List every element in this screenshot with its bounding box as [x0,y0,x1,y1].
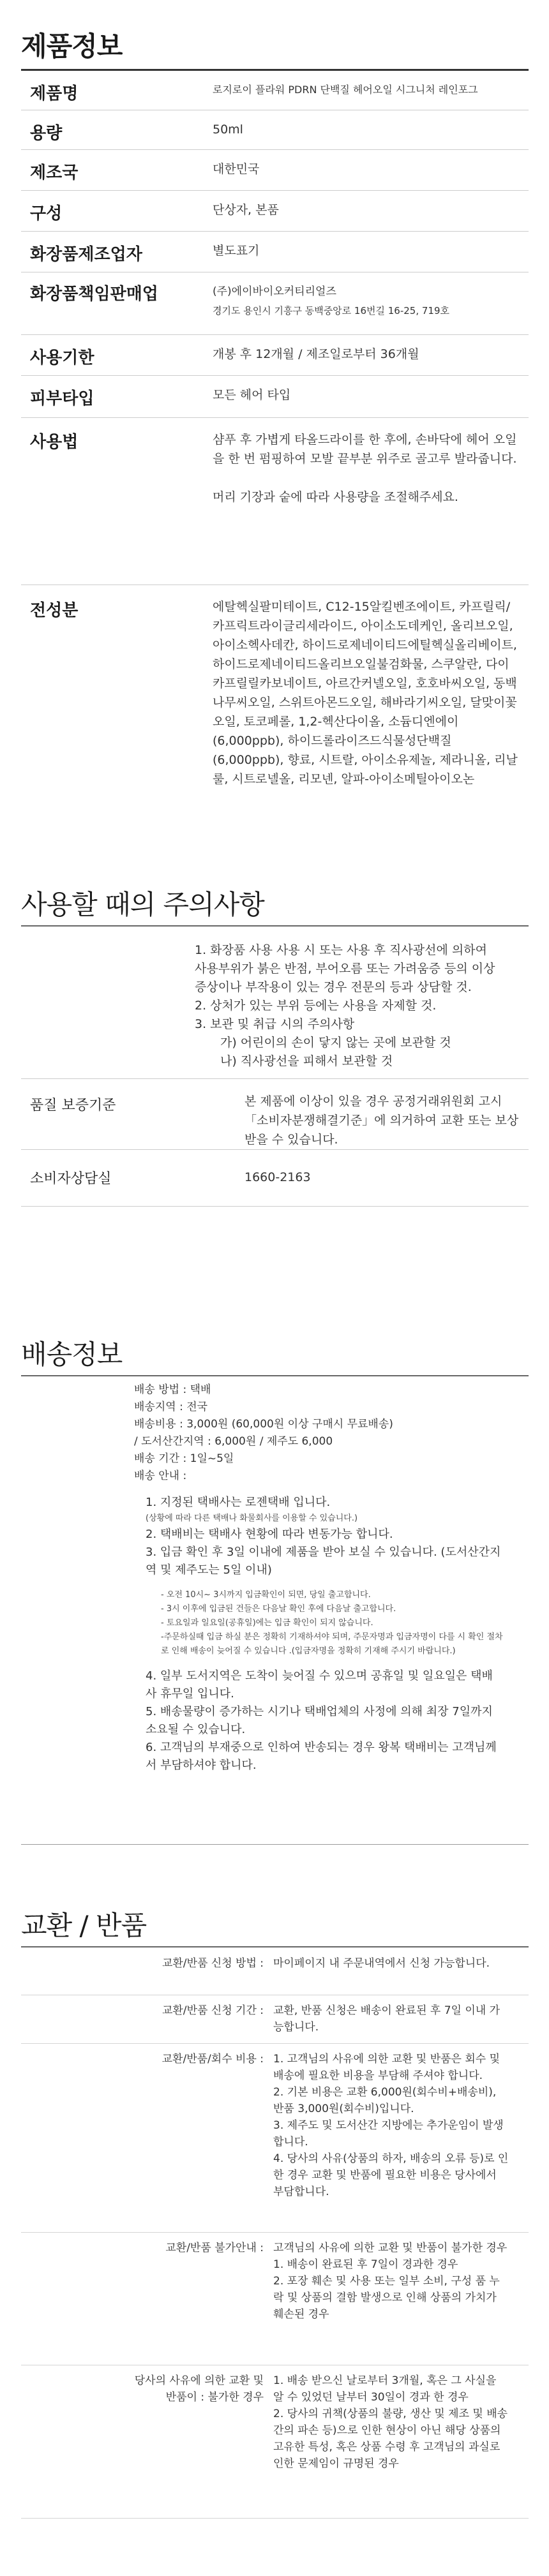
info-key: 구성 [30,204,63,223]
info-value-line: 경기도 용인시 기흥구 동백중앙로 16번길 16-25, 719호 [213,305,450,316]
spacer [146,1579,503,1588]
info-value [213,345,519,364]
exchange-value-line: 교환, 반품 신청은 배송이 완료된 후 7일 이내 가능합니다. [273,2004,500,2034]
exchange-title: 교환 / 반품 [21,1910,147,1941]
info-value [213,282,519,320]
divider [21,925,529,927]
guide-item: 5. 배송물량이 증가하는 시기나 택배업체의 사정에 의해 최장 7일까지 소요될 수 있습니다. [146,1705,493,1736]
info-key: 화장품제조업자 [30,245,142,264]
quality-value [244,1092,525,1149]
guide-item: 6. 고객님의 부재중으로 인하여 반송되는 경우 왕복 택배비는 고객님께서 부담하셔야 합니다. [146,1741,497,1772]
quality-row [21,1078,529,1150]
info-value-line: 모든 헤어 타입 [213,388,291,402]
shipping-guide [134,1494,503,1775]
info-key: 피부타입 [30,389,94,408]
product-info-section [0,0,549,865]
exchange-value-line: 고객님의 사유에 의한 교환 및 반품이 불가한 경우 [273,2242,508,2254]
info-value [213,597,519,789]
info-value-line: (주)에이바이오커티리얼즈 [213,285,336,298]
divider [21,1375,529,1376]
consult-row [21,1149,529,1207]
exchange-value [273,2372,509,2472]
guide-note: (상황에 따라 다른 택배나 화물회사를 이용할 수 있습니다.) [146,1514,358,1523]
info-row-product-name [21,70,529,110]
shipping-title: 배송정보 [21,1339,123,1370]
exchange-value-line: 1. 배송 받으신 날로부터 3개월, 혹은 그 사실을 알 수 있었던 날부터 30일이 경과 한 경우 [273,2374,497,2404]
shipping-line: 배송지역 : 전국 [134,1401,208,1413]
divider [21,1844,529,1845]
product-info-title: 제품정보 [21,31,123,62]
info-value [213,160,519,179]
info-value [213,200,519,220]
quality-key: 품질 보증기준 [30,1098,116,1113]
exchange-value-line: 마이페이지 내 주문내역에서 신청 가능합니다. [273,1957,490,1970]
shipping-line: 배송 안내 : [134,1470,187,1482]
exchange-value-line: 1. 고객님의 사유에 의한 교환 및 반품은 회수 및 배송에 필요한 비용을 부담해 주셔야 합니다. [273,2053,500,2082]
shipping-line: 배송 방법 : 택배 [134,1383,211,1396]
info-value [213,241,519,260]
exchange-value-line: 2. 포장 훼손 및 사용 또는 일부 소비, 구성 품 누락 및 상품의 결함 발생으로 인해 상품의 가치가 훼손된 경우 [273,2275,500,2321]
info-key: 용량 [30,124,63,143]
exchange-key [135,2372,264,2406]
info-key: 제조국 [30,163,79,182]
spacer [134,1485,517,1494]
exchange-value [273,2051,509,2200]
spacer [146,1658,503,1667]
exchange-row-cost [21,2043,529,2233]
exchange-row-unavailable [21,2232,529,2365]
info-row-country [21,149,529,191]
info-value [213,80,519,100]
caution-sub-item: 나) 직사광선을 피해서 보관할 것 [220,1054,393,1068]
exchange-value-line: 4. 당사의 사유(상품의 하자, 배송의 오류 등)로 인한 경우 교환 및 반품에 필요한 비용은 당사에서 부담합니다. [273,2152,509,2198]
guide-item: 4. 일부 도서지역은 도착이 늦어질 수 있으며 공휴일 및 일요일은 택배사 휴무일 입니다. [146,1669,493,1701]
exchange-value-line: 1. 배송이 완료된 후 7일이 경과한 경우 [273,2258,458,2271]
guide-dash-item: - 오전 10시~ 3시까지 입금확인이 되면, 당일 출고합니다. [161,1590,371,1600]
exchange-value [273,2240,509,2323]
exchange-value-line: 3. 제주도 및 도서산간 지방에는 추가운임이 발생합니다. [273,2119,504,2148]
consult-key: 소비자상담실 [30,1171,112,1187]
exchange-row-period [21,1995,529,2044]
info-value-line: 별도표기 [213,244,260,258]
shipping-line: / 도서산간지역 : 6,000원 / 제주도 6,000 [134,1435,333,1448]
info-value-line [213,468,519,488]
exchange-value-line: 2. 기본 비용은 교환 6,000원(회수비+배송비), 반품 3,000원(회수비)입니다. [273,2086,497,2115]
caution-item: 3. 보관 및 취급 시의 주의사항 [195,1017,355,1031]
info-value-line: 대한민국 [213,162,260,176]
exchange-key: 교환/반품/회수 비용 : [162,2053,264,2066]
info-value-line: 샴푸 후 가볍게 타올드라이를 한 후에, 손바닥에 헤어 오일을 한 번 펌핑하여 모발 끝부분 위주로 골고루 발라줍니다. [213,433,517,466]
info-row-expiry [21,334,529,376]
cautions-list [195,941,501,1071]
info-row-ingredients [21,584,529,852]
exchange-row-method [21,1947,529,1995]
guide-item: 2. 택배비는 택배사 현황에 따라 변동가능 합니다. [146,1528,393,1541]
info-row-skin-type [21,375,529,418]
info-value [213,430,519,507]
exchange-key-line: 반품이 : 불가한 경우 [165,2391,264,2404]
shipping-line: 배송 기간 : 1일~5일 [134,1452,234,1465]
info-row-seller [21,272,529,335]
exchange-row-company-reason [21,2365,529,2519]
guide-dash-item: - 3시 이후에 입금된 건들은 다음날 확인 후에 다음날 출고합니다. [161,1604,396,1614]
quality-value-line: 본 제품에 이상이 있을 경우 공정거래위원회 고시 「소비자분쟁해결기준」에 의거하여 교환 또는 보상 받을 수 있습니다. [244,1094,519,1147]
info-value-line: 개봉 후 12개월 / 제조일로부터 36개월 [213,347,419,361]
guide-item: 3. 입금 확인 후 3일 이내에 제품을 받아 보실 수 있습니다. (도서산간지역 및 제주도는 5일 이내) [146,1545,501,1577]
exchange-key: 교환/반품 신청 방법 : [162,1957,264,1970]
info-value-line: 에탈헥실팔미테이트, C12-15알킬벤조에이트, 카프릴릭/카프릭트라이글리세라이드, 아이소도데케인, 올리브오일, 아이소헥사데칸, 하이드로제네이티드에틸헥실올리베이트, 하이드로제네이티드올리브오일불검화물, 스쿠알란, 다이카프릴릴카보네이트, 아르간커넬오일, 호호바씨오일, 동백나무씨오일, 스위트아몬드오일, 해바라기씨오일, 달맞이꽃오일, 토코페롤, 1,2-헥산다이올, 소듐디엔에이(6,000ppb), 하이드롤라이즈드식물성단백질(6,000ppb), 향료, 시트랄, 아이소유제놀, 제라니올, 리날룰, 시트로넬올, 리모넨, 알파-아이소메틸아이오논 [213,600,518,786]
info-row-composition [21,190,529,232]
info-key: 화장품책임판매업 [30,285,158,304]
exchange-key: 교환/반품 신청 기간 : [162,2004,264,2017]
info-value-line: 로지로이 플라워 PDRN 단백질 헤어오일 시그니처 레인포그 [213,84,478,96]
guide-dash-item: -주문하실때 입금 하실 분은 정확히 기재하셔야 되며, 주문자명과 입금자명이 다를 시 확인 절차로 인해 배송이 늦어질 수 있습니다 .(입금자명을 정확히 기재해 주시기 바랍니다.) [161,1632,503,1656]
caution-item: 1. 화장품 사용 사용 시 또는 사용 후 직사광선에 의하여 사용부위가 붉은 반점, 부어오름 또는 가려움증 등의 이상 증상이나 부작용이 있는 경우 전문의 등과 상담할 것. [195,943,495,994]
info-value [213,385,519,405]
info-row-manufacturer [21,231,529,272]
consult-phone: 1660-2163 [244,1170,311,1184]
info-row-volume [21,110,529,150]
guide-dash-item: - 토요일과 일요일(공휴일)에는 입금 확인이 되지 않습니다. [161,1618,373,1628]
exchange-key: 교환/반품 불가안내 : [165,2242,264,2254]
caution-sub-item: 가) 어린이의 손이 닿지 않는 곳에 보관할 것 [220,1036,451,1050]
info-value-line: 단상자, 본품 [213,203,279,217]
exchange-value [273,2002,509,2036]
info-key: 전성분 [30,601,79,620]
shipping-line: 배송비용 : 3,000원 (60,000원 이상 구매시 무료배송) [134,1418,393,1431]
info-key: 사용법 [30,433,79,452]
exchange-value [273,1955,509,1972]
caution-item: 2. 상처가 있는 부위 등에는 사용을 자제할 것. [195,999,437,1013]
guide-item: 1. 지정된 택배사는 로젠택배 입니다. [146,1496,331,1509]
shipping-info [134,1381,517,1775]
info-value-line: 머리 기장과 숱에 따라 사용량을 조절해주세요. [213,490,458,504]
info-row-usage [21,417,529,585]
exchange-key-line: 당사의 사유에 의한 교환 및 [134,2374,264,2387]
info-value-line: 50ml [213,123,243,137]
cautions-title: 사용할 때의 주의사항 [21,889,264,920]
exchange-value-line: 2. 당사의 귀책(상품의 불량, 생산 및 제조 및 배송 간의 파손 등)으로 인한 현상이 아닌 해당 상품의 고유한 특성, 혹은 상품 수령 후 고객님의 과실로 인한 문제임이 규명된 경우 [273,2408,508,2470]
info-key: 제품명 [30,84,79,103]
info-value [213,120,519,139]
info-key: 사용기한 [30,348,94,368]
